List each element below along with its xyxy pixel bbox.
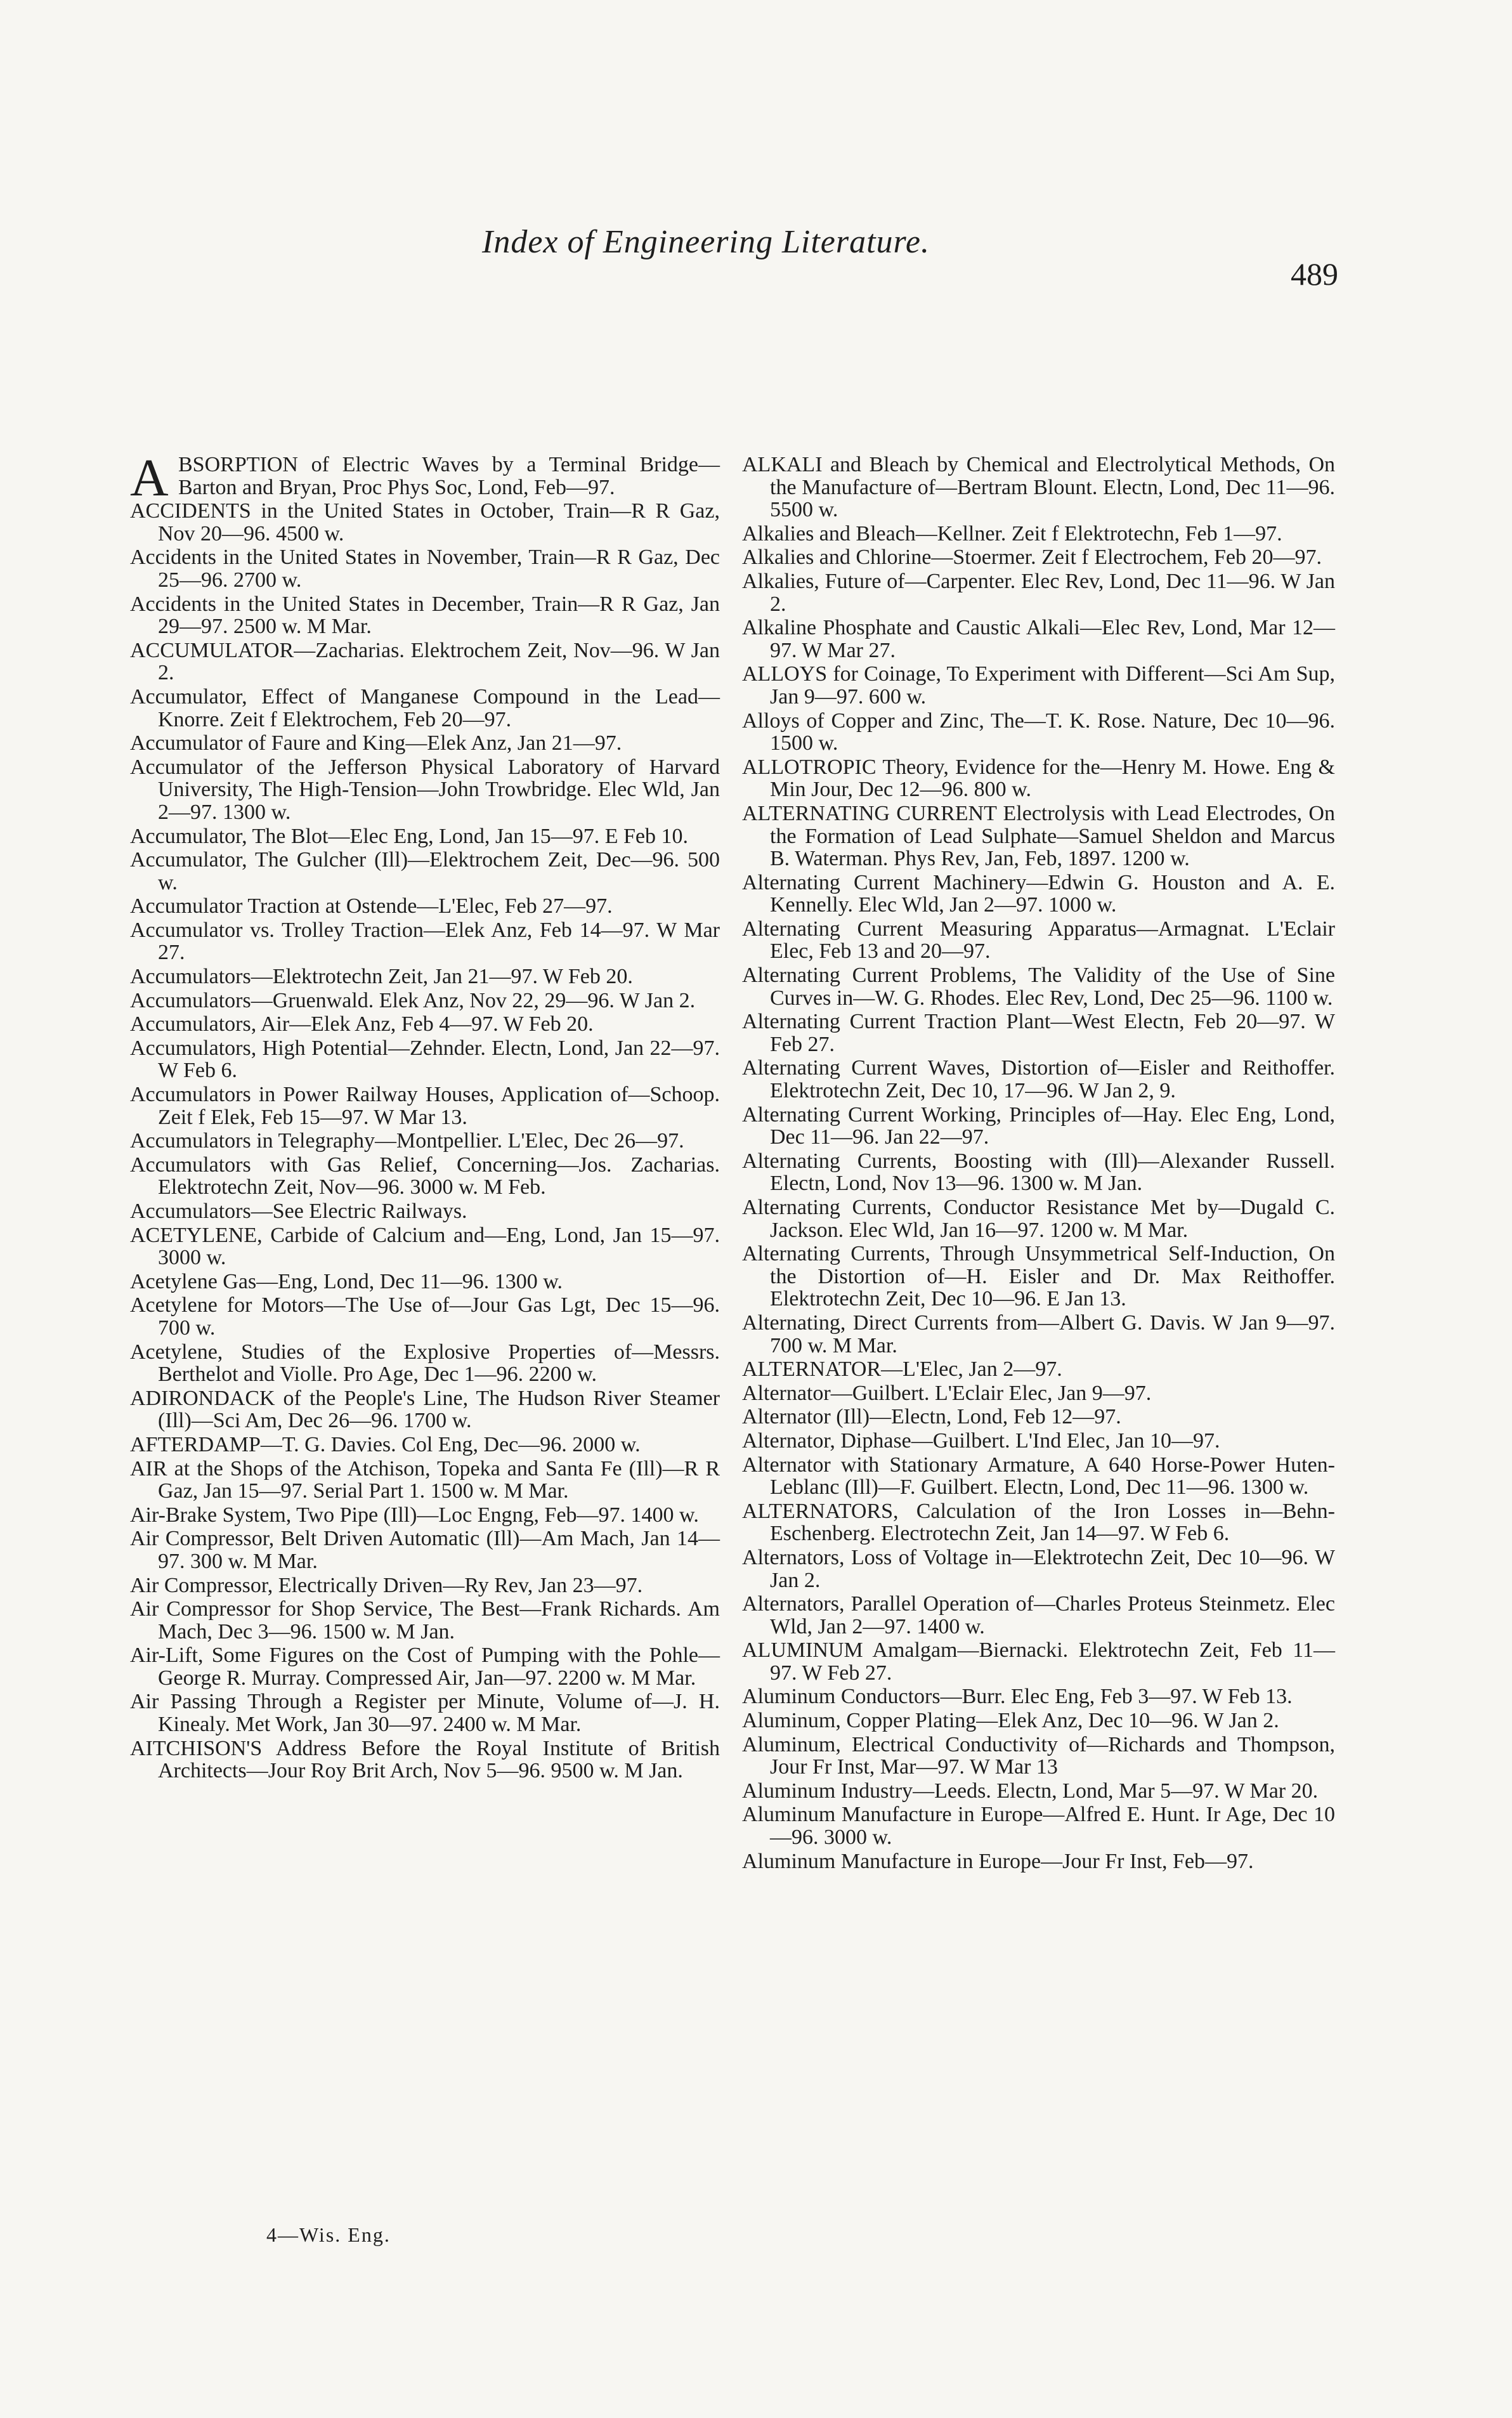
index-entry-text: Alternating Currents, Conductor Resistance Met by—Dugald C. Jackson. Elec Wld, Jan 16—97. 1200 w. M Mar. (742, 1196, 1335, 1242)
index-entry (130, 1013, 720, 1036)
index-entry (742, 1780, 1335, 1803)
index-entry-text: Accumulators—See Electric Railways. (130, 1199, 467, 1223)
index-entry-text: Air-Brake System, Two Pipe (Ill)—Loc Engng, Feb—97. 1400 w. (130, 1503, 699, 1527)
index-entry-text: Alternating Current Problems, The Validity of the Use of Sine Curves in—W. G. Rhodes. Elec Rev, Lond, Dec 25—96. 1100 w. (742, 964, 1335, 1010)
index-entry-text: Alternator with Stationary Armature, A 640 Horse-Power Huten-Leblanc (Ill)—F. Guilbert. Electn, Lond, Dec 11—96. 1300 w. (742, 1453, 1335, 1500)
index-entry-text: Accumulators in Telegraphy—Montpellier. L'Elec, Dec 26—97. (130, 1129, 684, 1153)
index-entry (130, 1294, 720, 1339)
index-entry-text: Alternator (Ill)—Electn, Lond, Feb 12—97. (742, 1405, 1121, 1429)
index-entry (742, 1709, 1335, 1732)
index-entry-text: Alternating Current Traction Plant—West Electn, Feb 20—97. W Feb 27. (742, 1010, 1335, 1056)
index-entry (130, 895, 720, 918)
index-entry-text: Acetylene for Motors—The Use of—Jour Gas Lgt, Dec 15—96. 700 w. (130, 1293, 720, 1340)
index-entry-text: Acetylene, Studies of the Explosive Properties of—Messrs. Berthelot and Violle. Pro Age, Dec 1—96. 2200 w. (130, 1340, 720, 1387)
index-entry (130, 756, 720, 824)
drop-cap-letter: A (130, 448, 169, 507)
index-entry (742, 1358, 1335, 1381)
index-entry-text: ALTERNATORS, Calculation of the Iron Losses in—Behn-Eschenberg. Electrotechn Zeit, Jan 14—97. W Feb 6. (742, 1499, 1335, 1546)
index-entry-text: Air Compressor for Shop Service, The Best—Frank Richards. Am Mach, Dec 3—96. 1500 w. M Jan. (130, 1597, 720, 1644)
index-entry-text: Accidents in the United States in November, Train—R R Gaz, Dec 25—96. 2700 w. (130, 546, 720, 592)
index-entry-text: Alkalies and Bleach—Kellner. Zeit f Elektrotechn, Feb 1—97. (742, 521, 1282, 546)
index-entry-text: Alternating Currents, Through Unsymmetrical Self-Induction, On the Distortion of—H. Eisler and Dr. Max Reithoffer. Elektrotechn Zeit, Dec 10—96. E Jan 13. (742, 1242, 1335, 1311)
page-number: 489 (1291, 256, 1338, 292)
running-title: Index of Engineering Literature. (482, 224, 930, 260)
index-entry-text: Aluminum Industry—Leeds. Electn, Lond, Mar 5—97. W Mar 20. (742, 1779, 1319, 1803)
index-entry-text: Alternator, Diphase—Guilbert. L'Ind Elec, Jan 10—97. (742, 1428, 1220, 1453)
index-entry (130, 500, 720, 545)
index-entry (742, 1196, 1335, 1241)
index-entry-text: Alternating Current Waves, Distortion of—Eisler and Reithoffer. Elektrotechn Zeit, Dec 10, 17—96. W Jan 2, 9. (742, 1056, 1335, 1103)
index-entry-text: Air Compressor, Belt Driven Automatic (Ill)—Am Mach, Jan 14—97. 300 w. M Mar. (130, 1527, 720, 1573)
index-entry-text: ACETYLENE, Carbide of Calcium and—Eng, Lond, Jan 15—97. 3000 w. (130, 1223, 720, 1270)
index-entry (742, 1500, 1335, 1545)
index-entry (130, 1224, 720, 1269)
index-entry (130, 1644, 720, 1689)
index-entry (742, 756, 1335, 801)
index-entry-text: Air Compressor, Electrically Driven—Ry Rev, Jan 23—97. (130, 1573, 643, 1597)
index-entry (742, 1639, 1335, 1684)
index-entry-text: AFTERDAMP—T. G. Davies. Col Eng, Dec—96. 2000 w. (130, 1432, 641, 1456)
index-entry-text: Alternating Currents, Boosting with (Ill)—Alexander Russell. Electn, Lond, Nov 13—96. 1300 w. M Jan. (742, 1149, 1335, 1196)
index-entry (742, 1057, 1335, 1102)
index-entry-text: BSORPTION of Electric Waves by a Terminal Bridge—Barton and Bryan, Proc Phys Soc, Lond, Feb—97. (178, 453, 720, 499)
index-entry-text: ACCUMULATOR—Zacharias. Elektrochem Zeit, Nov—96. W Jan 2. (130, 638, 720, 685)
index-entry-text: ACCIDENTS in the United States in October, Train—R R Gaz, Nov 20—96. 4500 w. (130, 499, 720, 546)
index-entry (130, 1037, 720, 1082)
index-entry-text: Accumulators with Gas Relief, Concerning—Jos. Zacharias. Elektrotechn Zeit, Nov—96. 3000 w. M Feb. (130, 1153, 720, 1199)
index-entry (742, 1803, 1335, 1848)
index-entry-text: Alternating Current Machinery—Edwin G. Houston and A. E. Kennelly. Elec Wld, Jan 2—97. 1000 w. (742, 870, 1335, 917)
index-entry-text: AITCHISON'S Address Before the Royal Institute of British Architects—Jour Roy Brit Arch, Nov 5—96. 9500 w. M Jan. (130, 1736, 720, 1783)
index-entry (742, 1243, 1335, 1310)
index-entry (130, 1341, 720, 1386)
index-entry-text: ALTERNATOR—L'Elec, Jan 2—97. (742, 1357, 1062, 1382)
index-entry-text: Accumulators in Power Railway Houses, Application of—Schoop. Zeit f Elek, Feb 15—97. W Mar 13. (130, 1083, 720, 1129)
index-entry-text: Accumulators, Air—Elek Anz, Feb 4—97. W Feb 20. (130, 1012, 594, 1036)
index-entry-text: ALLOYS for Coinage, To Experiment with Different—Sci Am Sup, Jan 9—97. 600 w. (742, 662, 1335, 709)
index-entry-text: Accumulator, Effect of Manganese Compound in the Lead—Knorre. Zeit f Elektrochem, Feb 20—97. (130, 684, 720, 731)
index-entry-text: Alternating, Direct Currents from—Albert G. Davis. W Jan 9—97. 700 w. M Mar. (742, 1310, 1335, 1357)
index-entry-text: Alkalies and Chlorine—Stoermer. Zeit f Electrochem, Feb 20—97. (742, 546, 1322, 570)
index-entry-text: Acetylene Gas—Eng, Lond, Dec 11—96. 1300 w. (130, 1269, 563, 1293)
index-entry (130, 639, 720, 684)
index-entry-text: Alkalies, Future of—Carpenter. Elec Rev, Lond, Dec 11—96. W Jan 2. (742, 569, 1335, 616)
index-entry (130, 990, 720, 1012)
index-entry-text: Aluminum, Electrical Conductivity of—Richards and Thompson, Jour Fr Inst, Mar—97. W Mar 13 (742, 1732, 1335, 1779)
index-entry-text: Accumulators—Elektrotechn Zeit, Jan 21—97. W Feb 20. (130, 965, 633, 989)
index-entry (742, 1406, 1335, 1428)
index-entry (130, 546, 720, 591)
index-entry (130, 1130, 720, 1153)
index-entry (742, 523, 1335, 546)
index-entry-text: Accidents in the United States in December, Train—R R Gaz, Jan 29—97. 2500 w. M Mar. (130, 592, 720, 639)
index-entry (130, 1083, 720, 1128)
right-index-column (742, 454, 1335, 1874)
index-entry (742, 872, 1335, 917)
index-entry (742, 802, 1335, 870)
signature-mark: 4—Wis. Eng. (266, 2223, 391, 2246)
index-entry (130, 448, 720, 507)
index-entry (130, 593, 720, 638)
index-entry (742, 710, 1335, 755)
index-entry (130, 1504, 720, 1527)
index-entry-text: Aluminum, Copper Plating—Elek Anz, Dec 10—96. W Jan 2. (742, 1709, 1279, 1733)
index-entry-text: Alternating Current Working, Principles of—Hay. Elec Eng, Lond, Dec 11—96. Jan 22—97. (742, 1102, 1335, 1149)
index-entry (742, 663, 1335, 708)
index-entry (742, 1685, 1335, 1708)
index-entry (742, 570, 1335, 615)
index-entry (742, 964, 1335, 1009)
index-entry (742, 1593, 1335, 1638)
index-entry (130, 1271, 720, 1293)
index-entry (130, 849, 720, 894)
index-entry (742, 918, 1335, 963)
index-entry-text: Aluminum Manufacture in Europe—Alfred E. Hunt. Ir Age, Dec 10—96. 3000 w. (742, 1803, 1335, 1850)
index-entry (130, 1598, 720, 1643)
index-entry-text: Alternators, Loss of Voltage in—Elektrotechn Zeit, Dec 10—96. W Jan 2. (742, 1545, 1335, 1592)
index-entry (130, 1434, 720, 1456)
index-entry (130, 1527, 720, 1572)
index-entry (742, 546, 1335, 569)
index-entry-text: ALLOTROPIC Theory, Evidence for the—Henry M. Howe. Eng & Min Jour, Dec 12—96. 800 w. (742, 755, 1335, 802)
index-entry-text: Aluminum Manufacture in Europe—Jour Fr Inst, Feb—97. (742, 1849, 1254, 1873)
index-entry-text: Air-Lift, Some Figures on the Cost of Pumping with the Pohle—George R. Murray. Compressed Air, Jan—97. 2200 w. M Mar. (130, 1644, 720, 1690)
index-entry (742, 1850, 1335, 1873)
index-entry-text: Alternator—Guilbert. L'Eclair Elec, Jan 9—97. (742, 1381, 1152, 1405)
index-entry (742, 1010, 1335, 1055)
index-entry-text: Accumulator, The Gulcher (Ill)—Elektrochem Zeit, Dec—96. 500 w. (130, 848, 720, 894)
index-entry-text: Accumulators—Gruenwald. Elek Anz, Nov 22, 29—96. W Jan 2. (130, 988, 696, 1012)
index-entry-text: Air Passing Through a Register per Minute, Volume of—J. H. Kinealy. Met Work, Jan 30—97. 2400 w. M Mar. (130, 1690, 720, 1737)
index-entry-text: ALTERNATING CURRENT Electrolysis with Lead Electrodes, On the Formation of Lead Sulphate—Samuel Sheldon and Marcus B. Waterman. Phys Rev, Jan, Feb, 1897. 1200 w. (742, 801, 1335, 871)
index-entry (742, 454, 1335, 521)
index-entry-text: Alternators, Parallel Operation of—Charles Proteus Steinmetz. Elec Wld, Jan 2—97. 1400 w. (742, 1592, 1335, 1638)
index-entry-text: ALKALI and Bleach by Chemical and Electrolytical Methods, On the Manufacture of—Bertram Blount. Electn, Lond, Dec 11—96. 5500 w. (742, 453, 1335, 522)
index-entry (742, 1150, 1335, 1195)
index-entry (130, 965, 720, 988)
index-entry (742, 1734, 1335, 1779)
index-entry (130, 1458, 720, 1503)
index-entry (130, 732, 720, 755)
index-entry-text: Accumulator of the Jefferson Physical Laboratory of Harvard University, The High-Tension—John Trowbridge. Elec Wld, Jan 2—97. 1300 w. (130, 755, 720, 824)
index-entry (130, 686, 720, 731)
index-entry (130, 1200, 720, 1223)
index-entry (130, 825, 720, 848)
index-entry (130, 1574, 720, 1597)
index-entry (130, 1737, 720, 1782)
index-entry (742, 617, 1335, 662)
index-entry (742, 1430, 1335, 1453)
left-index-column (130, 448, 720, 1784)
index-entry-text: Accumulator Traction at Ostende—L'Elec, Feb 27—97. (130, 894, 613, 918)
index-entry (130, 1690, 720, 1735)
index-entry (130, 919, 720, 964)
index-entry-text: Accumulator of Faure and King—Elek Anz, Jan 21—97. (130, 731, 622, 755)
index-entry (130, 1387, 720, 1432)
index-entry-text: Alkaline Phosphate and Caustic Alkali—Elec Rev, Lond, Mar 12—97. W Mar 27. (742, 616, 1335, 662)
index-entry-text: Alternating Current Measuring Apparatus—Armagnat. L'Eclair Elec, Feb 13 and 20—97. (742, 917, 1335, 964)
index-entry-text: ADIRONDACK of the People's Line, The Hudson River Steamer (Ill)—Sci Am, Dec 26—96. 1700 w. (130, 1386, 720, 1433)
index-entry-text: Accumulator, The Blot—Elec Eng, Lond, Jan 15—97. E Feb 10. (130, 824, 688, 848)
index-entry (742, 1454, 1335, 1499)
index-entry-text: Aluminum Conductors—Burr. Elec Eng, Feb 3—97. W Feb 13. (742, 1685, 1293, 1709)
index-entry (130, 1154, 720, 1199)
index-entry (742, 1382, 1335, 1405)
index-entry-text: Accumulators, High Potential—Zehnder. Electn, Lond, Jan 22—97. W Feb 6. (130, 1036, 720, 1083)
index-entry (742, 1104, 1335, 1149)
index-entry-text: AIR at the Shops of the Atchison, Topeka and Santa Fe (Ill)—R R Gaz, Jan 15—97. Serial Part 1. 1500 w. M Mar. (130, 1456, 720, 1503)
index-entry (742, 1546, 1335, 1591)
index-entry-text: Accumulator vs. Trolley Traction—Elek Anz, Feb 14—97. W Mar 27. (130, 918, 720, 965)
index-entry-text: Alloys of Copper and Zinc, The—T. K. Rose. Nature, Dec 10—96. 1500 w. (742, 709, 1335, 755)
index-entry-text: ALUMINUM Amalgam—Biernacki. Elektrotechn Zeit, Feb 11—97. W Feb 27. (742, 1638, 1335, 1685)
index-entry (742, 1312, 1335, 1357)
